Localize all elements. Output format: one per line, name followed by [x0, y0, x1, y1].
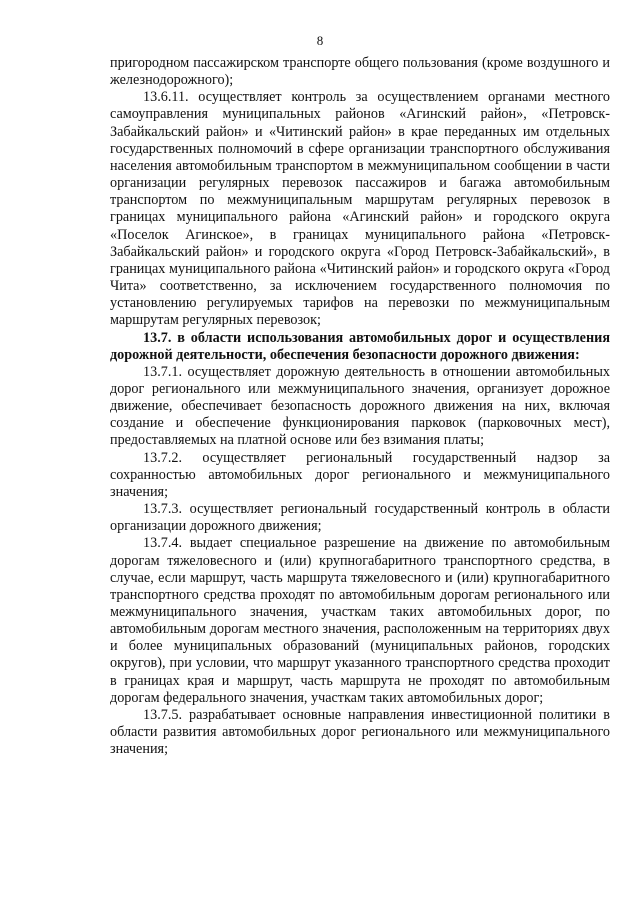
- section-heading-13-7: 13.7. в области использования автомобильных дорог и осуществления дорожной деятельности, обеспечения безопасности дорожного движения:: [110, 329, 610, 363]
- paragraph-13-7-3: 13.7.3. осуществляет региональный государственный контроль в области организации дорожного движения;: [110, 501, 610, 535]
- paragraph-continuation: пригородном пассажирском транспорте общего пользования (кроме воздушного и железнодорожного);: [110, 55, 610, 89]
- paragraph-13-7-1: 13.7.1. осуществляет дорожную деятельность в отношении автомобильных дорог регионального или межмуниципального значения, организует дорожное движение, обеспечивает безопасность дорожного движения на них, включая создание и обеспечение функционирования парковок (парковочных мест), предоставляемых на платной основе или без взимания платы;: [110, 363, 610, 449]
- paragraph-13-7-2: 13.7.2. осуществляет региональный государственный надзор за сохранностью автомобильных дорог регионального и межмуниципального значения;: [110, 449, 610, 500]
- document-body: [110, 55, 610, 758]
- paragraph-13-7-4: 13.7.4. выдает специальное разрешение на движение по автомобильным дорогам тяжеловесного и (или) крупногабаритного транспортного средства, в случае, если маршрут, часть маршрута тяжеловесного и (или) крупногабаритного транспортного средства проходят по автомобильным дорогам регионального или межмуниципального значения, участкам таких автомобильных дорог, по автомобильным дорогам местного значения, расположенным на территориях двух и более муниципальных образований (муниципальных районов, городских округов), при условии, что маршрут указанного транспортного средства проходит в границах края и маршрут, часть маршрута не проходят по автомобильным дорогам федерального значения, участкам таких автомобильных дорог;: [110, 535, 610, 706]
- paragraph-13-7-5: 13.7.5. разрабатывает основные направления инвестиционной политики в области развития автомобильных дорог регионального или межмуниципального значения;: [110, 706, 610, 758]
- page-number: 8: [316, 33, 324, 48]
- paragraph-13-6-11: 13.6.11. осуществляет контроль за осуществлением органами местного самоуправления муниципальных районов «Агинский район», «Петровск-Забайкальский район» и «Читинский район» в крае переданных им отдельных государственных полномочий в сфере организации транспортного обслуживания населения автомобильным транспортом в межмуниципальном сообщении в части организации регулярных перевозок пассажиров и багажа автомобильным транспортом по межмуниципальным маршрутам регулярных перевозок в границах муниципального района «Агинский район» и городского округа «Поселок Агинское», в границах муниципального района «Петровск-Забайкальский район» и городского округа «Город Петровск-Забайкальский», в границах муниципального района «Читинский район» и городского округа «Город Чита» соответственно, за исключением государственного полномочия по установлению регулируемых тарифов на перевозки по межмуниципальным маршрутам регулярных перевозок;: [110, 89, 610, 329]
